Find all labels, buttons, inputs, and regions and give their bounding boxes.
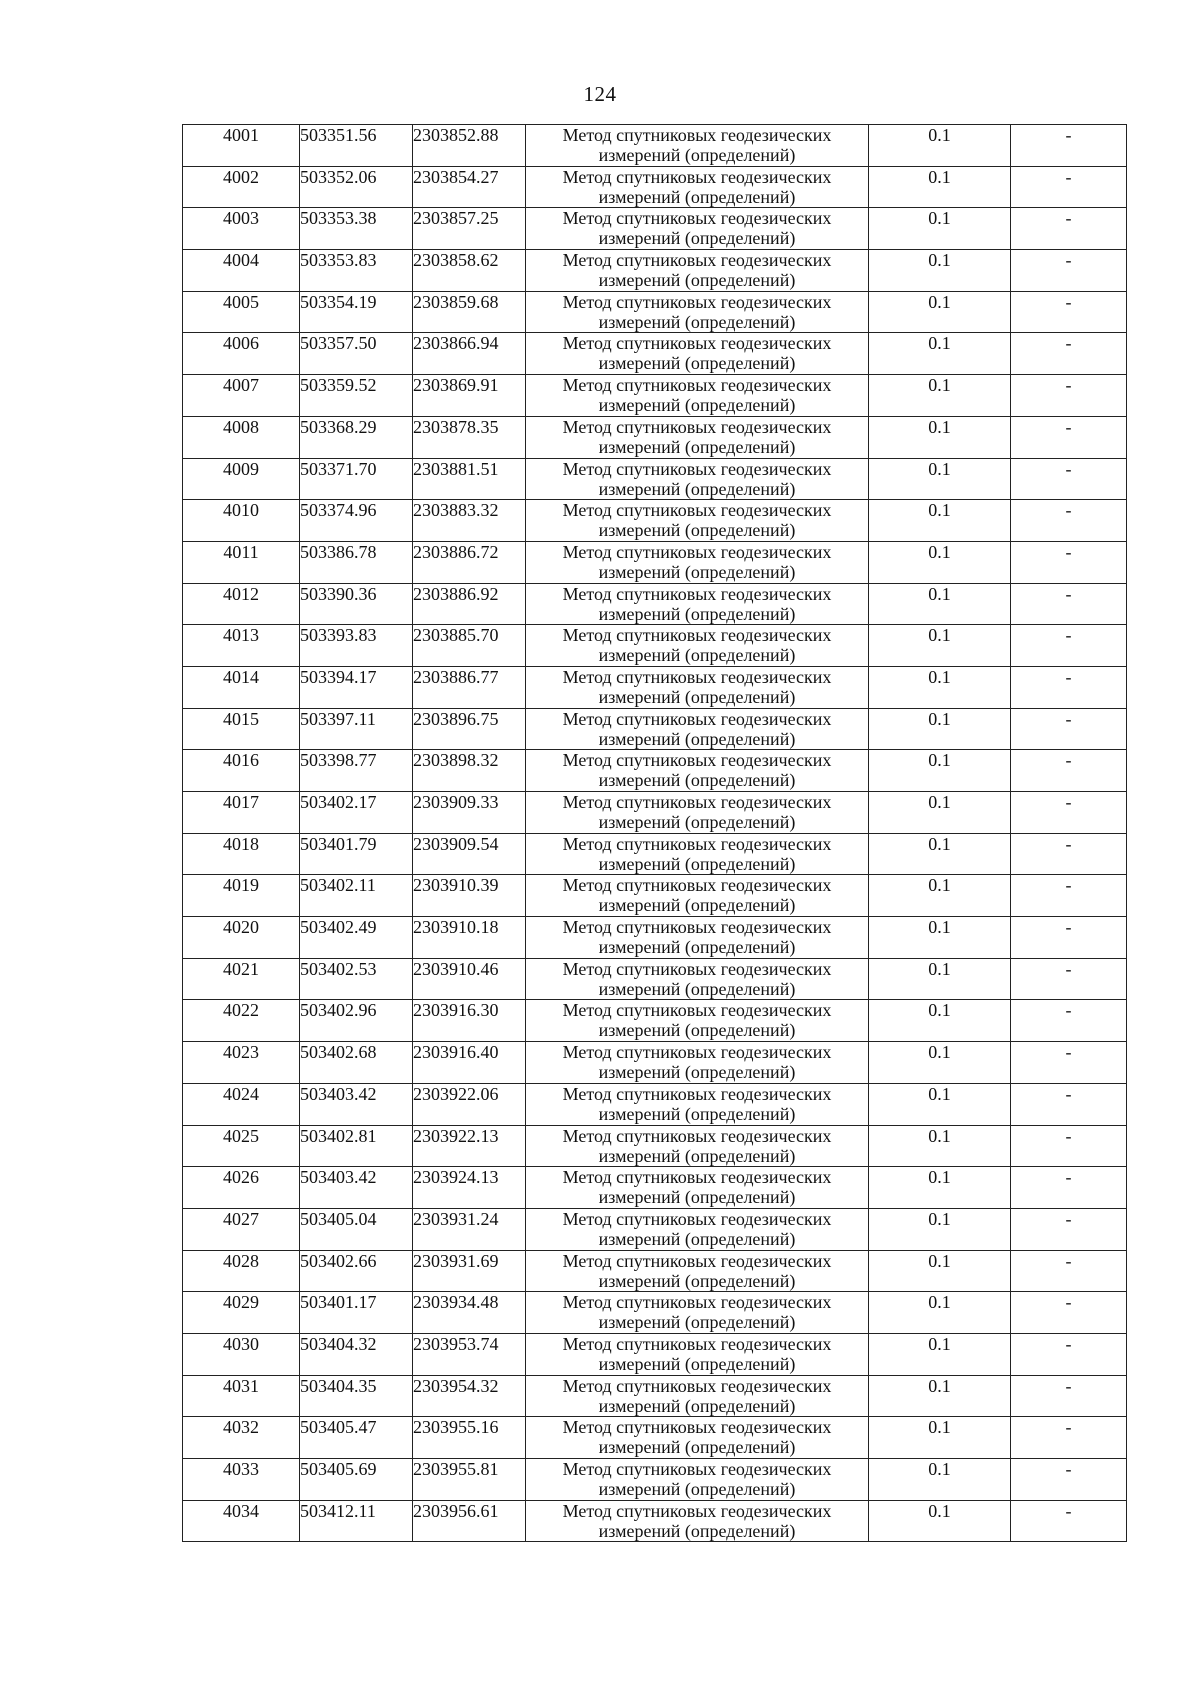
table-row bbox=[183, 1125, 1127, 1167]
method-cell: Метод спутниковых геодезических измерений (определений) bbox=[526, 833, 869, 875]
table-row bbox=[183, 458, 1127, 500]
x-coordinate-cell: 503402.66 bbox=[300, 1250, 413, 1292]
method-cell: Метод спутниковых геодезических измерений (определений) bbox=[526, 125, 869, 167]
accuracy-cell: 0.1 bbox=[869, 833, 1011, 875]
method-cell: Метод спутниковых геодезических измерений (определений) bbox=[526, 708, 869, 750]
y-coordinate-cell: 2303955.16 bbox=[413, 1417, 526, 1459]
accuracy-cell: 0.1 bbox=[869, 1125, 1011, 1167]
method-cell: Метод спутниковых геодезических измерений (определений) bbox=[526, 1167, 869, 1209]
accuracy-cell: 0.1 bbox=[869, 792, 1011, 834]
x-coordinate-cell: 503353.38 bbox=[300, 208, 413, 250]
accuracy-cell: 0.1 bbox=[869, 1000, 1011, 1042]
description-cell: - bbox=[1011, 1167, 1127, 1209]
description-cell: - bbox=[1011, 666, 1127, 708]
x-coordinate-cell: 503403.42 bbox=[300, 1083, 413, 1125]
y-coordinate-cell: 2303955.81 bbox=[413, 1459, 526, 1501]
point-number-cell: 4028 bbox=[183, 1250, 300, 1292]
x-coordinate-cell: 503402.81 bbox=[300, 1125, 413, 1167]
x-coordinate-cell: 503401.79 bbox=[300, 833, 413, 875]
point-number-cell: 4016 bbox=[183, 750, 300, 792]
y-coordinate-cell: 2303886.77 bbox=[413, 666, 526, 708]
accuracy-cell: 0.1 bbox=[869, 1500, 1011, 1542]
description-cell: - bbox=[1011, 166, 1127, 208]
accuracy-cell: 0.1 bbox=[869, 583, 1011, 625]
x-coordinate-cell: 503405.69 bbox=[300, 1459, 413, 1501]
accuracy-cell: 0.1 bbox=[869, 708, 1011, 750]
y-coordinate-cell: 2303898.32 bbox=[413, 750, 526, 792]
table-row bbox=[183, 708, 1127, 750]
accuracy-cell: 0.1 bbox=[869, 1459, 1011, 1501]
table-row bbox=[183, 291, 1127, 333]
x-coordinate-cell: 503368.29 bbox=[300, 416, 413, 458]
point-number-cell: 4017 bbox=[183, 792, 300, 834]
point-number-cell: 4023 bbox=[183, 1042, 300, 1084]
y-coordinate-cell: 2303910.46 bbox=[413, 958, 526, 1000]
method-cell: Метод спутниковых геодезических измерений (определений) bbox=[526, 500, 869, 542]
description-cell: - bbox=[1011, 291, 1127, 333]
y-coordinate-cell: 2303924.13 bbox=[413, 1167, 526, 1209]
method-cell: Метод спутниковых геодезических измерений (определений) bbox=[526, 250, 869, 292]
y-coordinate-cell: 2303852.88 bbox=[413, 125, 526, 167]
y-coordinate-cell: 2303916.40 bbox=[413, 1042, 526, 1084]
table-row bbox=[183, 833, 1127, 875]
point-number-cell: 4004 bbox=[183, 250, 300, 292]
method-cell: Метод спутниковых геодезических измерений (определений) bbox=[526, 333, 869, 375]
description-cell: - bbox=[1011, 1500, 1127, 1542]
table-row bbox=[183, 500, 1127, 542]
table-row bbox=[183, 250, 1127, 292]
description-cell: - bbox=[1011, 500, 1127, 542]
method-cell: Метод спутниковых геодезических измерений (определений) bbox=[526, 1292, 869, 1334]
method-cell: Метод спутниковых геодезических измерений (определений) bbox=[526, 1208, 869, 1250]
accuracy-cell: 0.1 bbox=[869, 917, 1011, 959]
coordinates-table bbox=[182, 124, 1127, 1542]
x-coordinate-cell: 503386.78 bbox=[300, 541, 413, 583]
description-cell: - bbox=[1011, 1459, 1127, 1501]
table-row bbox=[183, 1417, 1127, 1459]
point-number-cell: 4022 bbox=[183, 1000, 300, 1042]
accuracy-cell: 0.1 bbox=[869, 1417, 1011, 1459]
x-coordinate-cell: 503412.11 bbox=[300, 1500, 413, 1542]
accuracy-cell: 0.1 bbox=[869, 166, 1011, 208]
method-cell: Метод спутниковых геодезических измерений (определений) bbox=[526, 291, 869, 333]
table-row bbox=[183, 416, 1127, 458]
method-cell: Метод спутниковых геодезических измерений (определений) bbox=[526, 792, 869, 834]
point-number-cell: 4026 bbox=[183, 1167, 300, 1209]
description-cell: - bbox=[1011, 541, 1127, 583]
point-number-cell: 4034 bbox=[183, 1500, 300, 1542]
y-coordinate-cell: 2303953.74 bbox=[413, 1333, 526, 1375]
x-coordinate-cell: 503405.47 bbox=[300, 1417, 413, 1459]
x-coordinate-cell: 503402.49 bbox=[300, 917, 413, 959]
method-cell: Метод спутниковых геодезических измерений (определений) bbox=[526, 1250, 869, 1292]
table-row bbox=[183, 958, 1127, 1000]
table-row bbox=[183, 875, 1127, 917]
y-coordinate-cell: 2303886.72 bbox=[413, 541, 526, 583]
point-number-cell: 4030 bbox=[183, 1333, 300, 1375]
point-number-cell: 4002 bbox=[183, 166, 300, 208]
method-cell: Метод спутниковых геодезических измерений (определений) bbox=[526, 416, 869, 458]
description-cell: - bbox=[1011, 875, 1127, 917]
x-coordinate-cell: 503354.19 bbox=[300, 291, 413, 333]
accuracy-cell: 0.1 bbox=[869, 1333, 1011, 1375]
description-cell: - bbox=[1011, 625, 1127, 667]
description-cell: - bbox=[1011, 958, 1127, 1000]
accuracy-cell: 0.1 bbox=[869, 1042, 1011, 1084]
accuracy-cell: 0.1 bbox=[869, 1083, 1011, 1125]
description-cell: - bbox=[1011, 583, 1127, 625]
y-coordinate-cell: 2303885.70 bbox=[413, 625, 526, 667]
y-coordinate-cell: 2303858.62 bbox=[413, 250, 526, 292]
y-coordinate-cell: 2303909.33 bbox=[413, 792, 526, 834]
y-coordinate-cell: 2303896.75 bbox=[413, 708, 526, 750]
accuracy-cell: 0.1 bbox=[869, 1375, 1011, 1417]
point-number-cell: 4005 bbox=[183, 291, 300, 333]
method-cell: Метод спутниковых геодезических измерений (определений) bbox=[526, 1125, 869, 1167]
x-coordinate-cell: 503390.36 bbox=[300, 583, 413, 625]
description-cell: - bbox=[1011, 1042, 1127, 1084]
description-cell: - bbox=[1011, 250, 1127, 292]
accuracy-cell: 0.1 bbox=[869, 291, 1011, 333]
point-number-cell: 4029 bbox=[183, 1292, 300, 1334]
y-coordinate-cell: 2303910.39 bbox=[413, 875, 526, 917]
point-number-cell: 4003 bbox=[183, 208, 300, 250]
accuracy-cell: 0.1 bbox=[869, 666, 1011, 708]
description-cell: - bbox=[1011, 1125, 1127, 1167]
description-cell: - bbox=[1011, 375, 1127, 417]
method-cell: Метод спутниковых геодезических измерений (определений) bbox=[526, 917, 869, 959]
y-coordinate-cell: 2303857.25 bbox=[413, 208, 526, 250]
method-cell: Метод спутниковых геодезических измерений (определений) bbox=[526, 208, 869, 250]
x-coordinate-cell: 503352.06 bbox=[300, 166, 413, 208]
table-row bbox=[183, 333, 1127, 375]
y-coordinate-cell: 2303910.18 bbox=[413, 917, 526, 959]
x-coordinate-cell: 503402.53 bbox=[300, 958, 413, 1000]
accuracy-cell: 0.1 bbox=[869, 500, 1011, 542]
accuracy-cell: 0.1 bbox=[869, 625, 1011, 667]
table-row bbox=[183, 125, 1127, 167]
accuracy-cell: 0.1 bbox=[869, 333, 1011, 375]
description-cell: - bbox=[1011, 208, 1127, 250]
point-number-cell: 4012 bbox=[183, 583, 300, 625]
accuracy-cell: 0.1 bbox=[869, 958, 1011, 1000]
table-row bbox=[183, 625, 1127, 667]
y-coordinate-cell: 2303866.94 bbox=[413, 333, 526, 375]
point-number-cell: 4006 bbox=[183, 333, 300, 375]
table-row bbox=[183, 1042, 1127, 1084]
accuracy-cell: 0.1 bbox=[869, 208, 1011, 250]
y-coordinate-cell: 2303931.69 bbox=[413, 1250, 526, 1292]
x-coordinate-cell: 503402.11 bbox=[300, 875, 413, 917]
table-row bbox=[183, 1083, 1127, 1125]
description-cell: - bbox=[1011, 1292, 1127, 1334]
x-coordinate-cell: 503351.56 bbox=[300, 125, 413, 167]
table-row bbox=[183, 1167, 1127, 1209]
x-coordinate-cell: 503371.70 bbox=[300, 458, 413, 500]
table-row bbox=[183, 1292, 1127, 1334]
point-number-cell: 4020 bbox=[183, 917, 300, 959]
method-cell: Метод спутниковых геодезических измерений (определений) bbox=[526, 1042, 869, 1084]
description-cell: - bbox=[1011, 1333, 1127, 1375]
y-coordinate-cell: 2303922.06 bbox=[413, 1083, 526, 1125]
method-cell: Метод спутниковых геодезических измерений (определений) bbox=[526, 750, 869, 792]
table-row bbox=[183, 917, 1127, 959]
point-number-cell: 4007 bbox=[183, 375, 300, 417]
method-cell: Метод спутниковых геодезических измерений (определений) bbox=[526, 541, 869, 583]
table-row bbox=[183, 208, 1127, 250]
description-cell: - bbox=[1011, 833, 1127, 875]
point-number-cell: 4001 bbox=[183, 125, 300, 167]
x-coordinate-cell: 503405.04 bbox=[300, 1208, 413, 1250]
table-row bbox=[183, 1000, 1127, 1042]
y-coordinate-cell: 2303883.32 bbox=[413, 500, 526, 542]
method-cell: Метод спутниковых геодезических измерений (определений) bbox=[526, 958, 869, 1000]
accuracy-cell: 0.1 bbox=[869, 375, 1011, 417]
point-number-cell: 4018 bbox=[183, 833, 300, 875]
description-cell: - bbox=[1011, 1208, 1127, 1250]
table-row bbox=[183, 750, 1127, 792]
x-coordinate-cell: 503357.50 bbox=[300, 333, 413, 375]
accuracy-cell: 0.1 bbox=[869, 541, 1011, 583]
table-body bbox=[183, 125, 1127, 1542]
table-row bbox=[183, 375, 1127, 417]
y-coordinate-cell: 2303881.51 bbox=[413, 458, 526, 500]
method-cell: Метод спутниковых геодезических измерений (определений) bbox=[526, 1500, 869, 1542]
method-cell: Метод спутниковых геодезических измерений (определений) bbox=[526, 875, 869, 917]
accuracy-cell: 0.1 bbox=[869, 458, 1011, 500]
accuracy-cell: 0.1 bbox=[869, 1250, 1011, 1292]
accuracy-cell: 0.1 bbox=[869, 1292, 1011, 1334]
x-coordinate-cell: 503402.96 bbox=[300, 1000, 413, 1042]
x-coordinate-cell: 503402.17 bbox=[300, 792, 413, 834]
description-cell: - bbox=[1011, 1250, 1127, 1292]
y-coordinate-cell: 2303956.61 bbox=[413, 1500, 526, 1542]
point-number-cell: 4031 bbox=[183, 1375, 300, 1417]
x-coordinate-cell: 503374.96 bbox=[300, 500, 413, 542]
description-cell: - bbox=[1011, 458, 1127, 500]
table-row bbox=[183, 1250, 1127, 1292]
method-cell: Метод спутниковых геодезических измерений (определений) bbox=[526, 458, 869, 500]
table-row bbox=[183, 541, 1127, 583]
accuracy-cell: 0.1 bbox=[869, 1167, 1011, 1209]
description-cell: - bbox=[1011, 125, 1127, 167]
y-coordinate-cell: 2303934.48 bbox=[413, 1292, 526, 1334]
description-cell: - bbox=[1011, 708, 1127, 750]
table-row bbox=[183, 792, 1127, 834]
x-coordinate-cell: 503404.35 bbox=[300, 1375, 413, 1417]
description-cell: - bbox=[1011, 416, 1127, 458]
x-coordinate-cell: 503393.83 bbox=[300, 625, 413, 667]
accuracy-cell: 0.1 bbox=[869, 875, 1011, 917]
accuracy-cell: 0.1 bbox=[869, 1208, 1011, 1250]
point-number-cell: 4010 bbox=[183, 500, 300, 542]
accuracy-cell: 0.1 bbox=[869, 750, 1011, 792]
description-cell: - bbox=[1011, 1083, 1127, 1125]
method-cell: Метод спутниковых геодезических измерений (определений) bbox=[526, 583, 869, 625]
y-coordinate-cell: 2303916.30 bbox=[413, 1000, 526, 1042]
point-number-cell: 4021 bbox=[183, 958, 300, 1000]
y-coordinate-cell: 2303869.91 bbox=[413, 375, 526, 417]
method-cell: Метод спутниковых геодезических измерений (определений) bbox=[526, 375, 869, 417]
description-cell: - bbox=[1011, 750, 1127, 792]
table-row bbox=[183, 1459, 1127, 1501]
method-cell: Метод спутниковых геодезических измерений (определений) bbox=[526, 1000, 869, 1042]
point-number-cell: 4013 bbox=[183, 625, 300, 667]
y-coordinate-cell: 2303854.27 bbox=[413, 166, 526, 208]
x-coordinate-cell: 503394.17 bbox=[300, 666, 413, 708]
method-cell: Метод спутниковых геодезических измерений (определений) bbox=[526, 666, 869, 708]
table-row bbox=[183, 1208, 1127, 1250]
description-cell: - bbox=[1011, 1417, 1127, 1459]
x-coordinate-cell: 503398.77 bbox=[300, 750, 413, 792]
x-coordinate-cell: 503353.83 bbox=[300, 250, 413, 292]
description-cell: - bbox=[1011, 333, 1127, 375]
x-coordinate-cell: 503403.42 bbox=[300, 1167, 413, 1209]
accuracy-cell: 0.1 bbox=[869, 125, 1011, 167]
point-number-cell: 4009 bbox=[183, 458, 300, 500]
point-number-cell: 4008 bbox=[183, 416, 300, 458]
y-coordinate-cell: 2303878.35 bbox=[413, 416, 526, 458]
y-coordinate-cell: 2303922.13 bbox=[413, 1125, 526, 1167]
y-coordinate-cell: 2303886.92 bbox=[413, 583, 526, 625]
point-number-cell: 4014 bbox=[183, 666, 300, 708]
point-number-cell: 4015 bbox=[183, 708, 300, 750]
y-coordinate-cell: 2303909.54 bbox=[413, 833, 526, 875]
method-cell: Метод спутниковых геодезических измерений (определений) bbox=[526, 1333, 869, 1375]
point-number-cell: 4025 bbox=[183, 1125, 300, 1167]
accuracy-cell: 0.1 bbox=[869, 250, 1011, 292]
method-cell: Метод спутниковых геодезических измерений (определений) bbox=[526, 1083, 869, 1125]
method-cell: Метод спутниковых геодезических измерений (определений) bbox=[526, 1417, 869, 1459]
method-cell: Метод спутниковых геодезических измерений (определений) bbox=[526, 166, 869, 208]
point-number-cell: 4024 bbox=[183, 1083, 300, 1125]
method-cell: Метод спутниковых геодезических измерений (определений) bbox=[526, 625, 869, 667]
accuracy-cell: 0.1 bbox=[869, 416, 1011, 458]
description-cell: - bbox=[1011, 1375, 1127, 1417]
x-coordinate-cell: 503397.11 bbox=[300, 708, 413, 750]
x-coordinate-cell: 503404.32 bbox=[300, 1333, 413, 1375]
table-row bbox=[183, 166, 1127, 208]
point-number-cell: 4011 bbox=[183, 541, 300, 583]
x-coordinate-cell: 503402.68 bbox=[300, 1042, 413, 1084]
table-row bbox=[183, 583, 1127, 625]
point-number-cell: 4019 bbox=[183, 875, 300, 917]
table-row bbox=[183, 1375, 1127, 1417]
method-cell: Метод спутниковых геодезических измерений (определений) bbox=[526, 1459, 869, 1501]
point-number-cell: 4033 bbox=[183, 1459, 300, 1501]
table-row bbox=[183, 666, 1127, 708]
method-cell: Метод спутниковых геодезических измерений (определений) bbox=[526, 1375, 869, 1417]
y-coordinate-cell: 2303859.68 bbox=[413, 291, 526, 333]
description-cell: - bbox=[1011, 917, 1127, 959]
x-coordinate-cell: 503401.17 bbox=[300, 1292, 413, 1334]
y-coordinate-cell: 2303954.32 bbox=[413, 1375, 526, 1417]
x-coordinate-cell: 503359.52 bbox=[300, 375, 413, 417]
table-row bbox=[183, 1500, 1127, 1542]
point-number-cell: 4032 bbox=[183, 1417, 300, 1459]
description-cell: - bbox=[1011, 792, 1127, 834]
page-number: 124 bbox=[583, 82, 617, 106]
point-number-cell: 4027 bbox=[183, 1208, 300, 1250]
description-cell: - bbox=[1011, 1000, 1127, 1042]
table-row bbox=[183, 1333, 1127, 1375]
y-coordinate-cell: 2303931.24 bbox=[413, 1208, 526, 1250]
